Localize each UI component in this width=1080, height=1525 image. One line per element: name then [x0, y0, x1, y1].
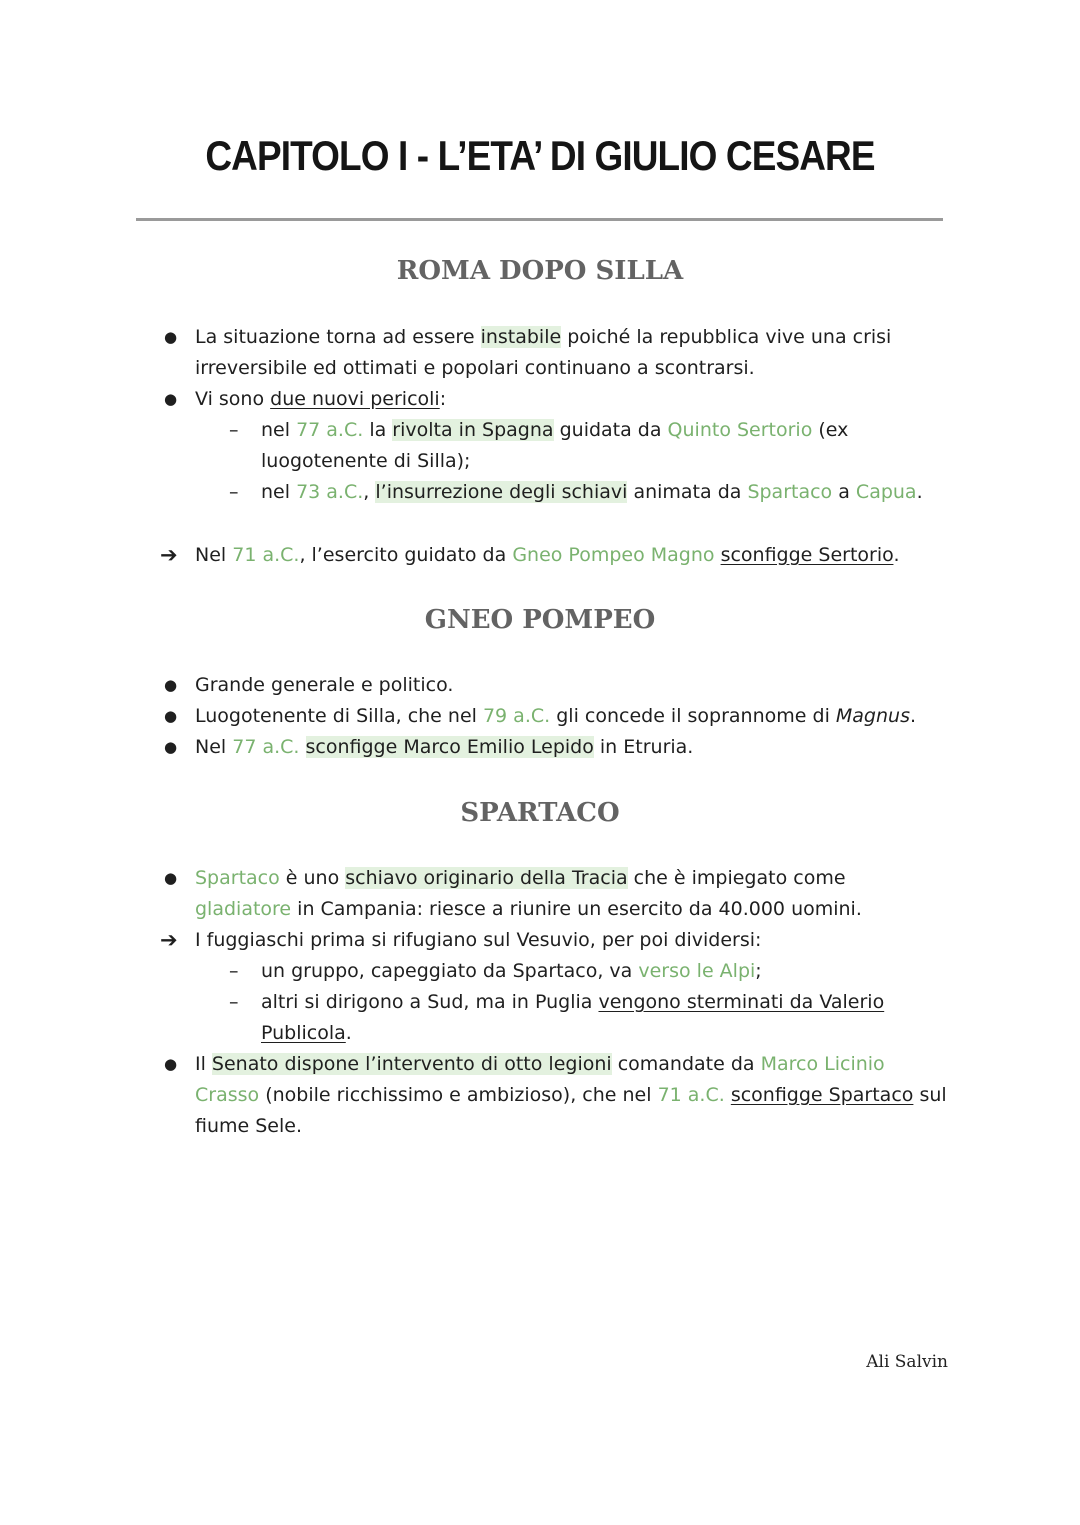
paragraph-line: un gruppo, capeggiato da Spartaco, va verso le Alpi;: [261, 960, 762, 982]
paragraph-line: Nel 71 a.C., l’esercito guidato da Gneo Pompeo Magno sconfigge Sertorio.: [195, 544, 900, 566]
highlight: instabile: [480, 326, 562, 348]
paragraph-line: Vi sono due nuovi pericoli:: [195, 388, 447, 410]
bullet-icon: ●: [164, 707, 178, 725]
paragraph-line: Spartaco è uno schiavo originario della Tracia che è impiegato come: [195, 867, 846, 889]
bullet-icon: ●: [164, 738, 178, 756]
dash-icon: –: [229, 960, 239, 982]
paragraph-line: Il Senato dispone l’intervento di otto legioni comandate da Marco Licinio: [195, 1053, 885, 1075]
dash-icon: –: [229, 481, 239, 503]
paragraph-line: irreversibile ed ottimati e popolari continuano a scontrarsi.: [195, 357, 755, 379]
paragraph-line: Nel 77 a.C. sconfigge Marco Emilio Lepido in Etruria.: [195, 736, 694, 758]
dash-icon: –: [229, 419, 239, 441]
paragraph-line: Grande generale e politico.: [195, 674, 454, 696]
paragraph-line: La situazione torna ad essere instabile poiché la repubblica vive una crisi: [195, 326, 892, 348]
arrow-icon: ➔: [160, 928, 178, 952]
author-signature: Ali Salvin: [866, 1352, 948, 1372]
page-title: CAPITOLO I - L’ETA’ DI GIULIO CESARE: [205, 132, 875, 179]
paragraph-line: altri si dirigono a Sud, ma in Puglia vengono sterminati da Valerio: [261, 991, 885, 1013]
paragraph-line: fiume Sele.: [195, 1115, 303, 1137]
arrow-icon: ➔: [160, 543, 178, 567]
section-heading-spartaco: SPARTACO: [460, 798, 620, 828]
paragraph-line: nel 73 a.C., l’insurrezione degli schiavi animata da Spartaco a Capua.: [261, 481, 923, 503]
bullet-icon: ●: [164, 869, 178, 887]
title-divider: [136, 218, 943, 221]
bullet-icon: ●: [164, 328, 178, 346]
paragraph-line: Publicola.: [261, 1022, 352, 1044]
bullet-icon: ●: [164, 1055, 178, 1073]
paragraph-line: Crasso (nobile ricchissimo e ambizioso), che nel 71 a.C. sconfigge Spartaco sul: [195, 1084, 947, 1106]
section-heading-roma: ROMA DOPO SILLA: [396, 256, 684, 286]
paragraph-line: gladiatore in Campania: riesce a riunire un esercito da 40.000 uomini.: [195, 898, 862, 920]
paragraph-line: I fuggiaschi prima si rifugiano sul Vesuvio, per poi dividersi:: [195, 929, 762, 951]
paragraph-line: nel 77 a.C. la rivolta in Spagna guidata da Quinto Sertorio (ex: [261, 419, 849, 441]
bullet-icon: ●: [164, 676, 178, 694]
paragraph-line: Luogotenente di Silla, che nel 79 a.C. gli concede il soprannome di Magnus.: [195, 705, 917, 727]
section-heading-pompeo: GNEO POMPEO: [424, 605, 656, 635]
bullet-icon: ●: [164, 390, 178, 408]
dash-icon: –: [229, 991, 239, 1013]
paragraph-line: luogotenente di Silla);: [261, 450, 471, 472]
